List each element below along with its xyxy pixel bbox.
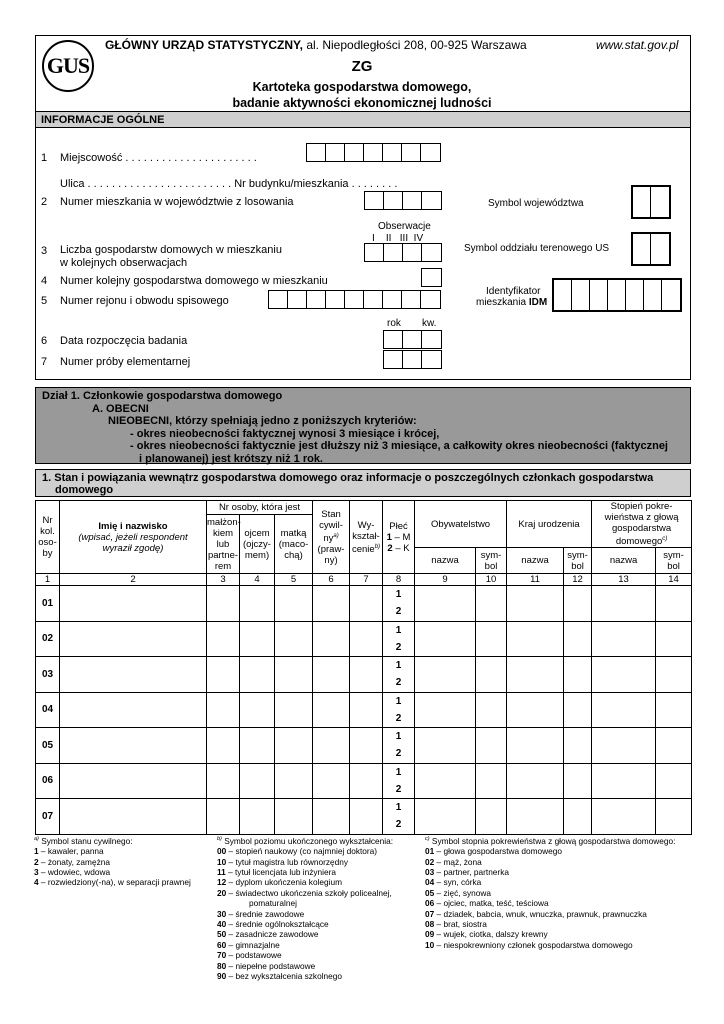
- table-cell[interactable]: [240, 692, 275, 728]
- footnote-item: 11 – tytuł licencjata lub inżyniera: [217, 866, 337, 877]
- members-rows: [36, 586, 692, 835]
- table-cell[interactable]: [207, 728, 240, 764]
- dzial-1-criterion-1: - okres nieobecności faktycznej wynosi 3 miesiące i krócej,: [130, 427, 440, 440]
- sex-cell[interactable]: [383, 586, 415, 622]
- table-cell[interactable]: [564, 621, 592, 657]
- footnote-item: 60 – gimnazjalne: [217, 939, 280, 950]
- liczba-gospodarstw-boxes[interactable]: [364, 243, 442, 262]
- table-cell[interactable]: [415, 586, 476, 622]
- footnote-item: 01 – głowa gospodarstwa domowego: [425, 846, 562, 857]
- table-cell[interactable]: [564, 799, 592, 835]
- symbol-wojewodztwa-label: Symbol województwa: [488, 198, 584, 209]
- label-numer-mieszkania: Numer mieszkania w województwie z losowania: [60, 196, 294, 208]
- table-cell[interactable]: [507, 621, 564, 657]
- th-matka: matką (maco- chą): [275, 515, 313, 574]
- table-row: [36, 799, 692, 835]
- row-number: 07: [36, 799, 60, 835]
- symbol-oddzialu-boxes[interactable]: [631, 232, 671, 266]
- label-ulica: Ulica . . . . . . . . . . . . . . . . . . . . . . . . Nr budynku/mieszkania . . . . . . . .: [60, 178, 398, 190]
- col-number: 13: [592, 574, 656, 586]
- sex-cell[interactable]: [383, 657, 415, 693]
- footnote-item: 2 – żonaty, zamężna: [34, 856, 110, 867]
- footnote-item: 10 – niespokrewniony członek gospodarstwa domowego: [425, 939, 633, 950]
- sex-option-1[interactable]: 1: [395, 624, 402, 636]
- miejscowosc-boxes[interactable]: [306, 143, 441, 162]
- row-num-7: 7: [41, 356, 48, 368]
- table-cell[interactable]: [507, 692, 564, 728]
- sex-cell[interactable]: [383, 692, 415, 728]
- th-malzonkiem: małżon- kiem lub partne- rem: [207, 515, 240, 574]
- table-cell[interactable]: [313, 586, 350, 622]
- table-cell[interactable]: [350, 728, 383, 764]
- row-number: 01: [36, 586, 60, 622]
- table-cell[interactable]: [507, 763, 564, 799]
- col-number: 12: [564, 574, 592, 586]
- th-kraj-symbol: sym- bol: [564, 548, 592, 574]
- symbol-oddzialu-label: Symbol oddziału terenowego US: [464, 243, 610, 254]
- org-header: [105, 38, 527, 52]
- sex-option-1[interactable]: 1: [395, 731, 402, 743]
- table-cell[interactable]: [592, 692, 656, 728]
- th-obyw-symbol: sym- bol: [476, 548, 507, 574]
- table-cell[interactable]: [564, 657, 592, 693]
- data-rozpoczecia-boxes[interactable]: [383, 330, 442, 349]
- table-cell[interactable]: [507, 657, 564, 693]
- sex-option-1[interactable]: 1: [395, 766, 402, 778]
- sex-option-2[interactable]: 2: [395, 606, 402, 618]
- footnote-c: $^{c)}$ Symbol stopnia pokrewieństwa z głową gospodarstwa domowego: 01 – głowa gospodarstwa domowego 02 – mąż, żona 03 – partner, partnerka 04 – syn, córka 05 – zięć, synowa 06 – ojciec, matka, teść, teściowa 07 – dziadek, babcia, wnuk, wnuczka, prawnuk, prawnuczka 08 – brat, siostra 09 – wujek, ciotka, dalszy krewny 10 – niespokrewniony członek gospodarstwa domowego: [425, 835, 676, 950]
- table-cell[interactable]: [476, 657, 507, 693]
- table-cell[interactable]: [60, 586, 207, 622]
- table-cell[interactable]: [415, 692, 476, 728]
- table-cell[interactable]: [350, 763, 383, 799]
- sex-cell[interactable]: [383, 621, 415, 657]
- table-cell[interactable]: [207, 763, 240, 799]
- table-cell[interactable]: [656, 763, 692, 799]
- table-cell[interactable]: [592, 657, 656, 693]
- footnote-b-title: Symbol poziomu ukończonego wykształcenia:: [224, 835, 393, 846]
- dzial-1-box: [35, 387, 691, 464]
- footnote-item: 50 – zasadnicze zawodowe: [217, 929, 319, 940]
- table-cell[interactable]: [656, 621, 692, 657]
- table-cell[interactable]: [313, 799, 350, 835]
- col-number: 9: [415, 574, 476, 586]
- sex-option-1[interactable]: 1: [395, 589, 402, 601]
- row-number: 05: [36, 728, 60, 764]
- footnote-a-title: Symbol stanu cywilnego:: [41, 835, 133, 846]
- sex-option-2[interactable]: 2: [395, 641, 402, 653]
- footnote-item: 05 – zięć, synowa: [425, 887, 491, 898]
- col-number: 4: [240, 574, 275, 586]
- th-stopien-nazwa: nazwa: [592, 548, 656, 574]
- footnote-item: 1 – kawaler, panna: [34, 846, 104, 857]
- row-num-5: 5: [41, 295, 48, 307]
- org-name: GŁÓWNY URZĄD STATYSTYCZNY,: [105, 38, 303, 52]
- footnote-item: 07 – dziadek, babcia, wnuk, wnuczka, prawnuk, prawnuczka: [425, 908, 647, 919]
- table-cell[interactable]: [476, 799, 507, 835]
- col-number: 6: [313, 574, 350, 586]
- col-number: 5: [275, 574, 313, 586]
- table-cell[interactable]: [415, 728, 476, 764]
- table-row: [36, 763, 692, 799]
- kw-label: kw.: [422, 318, 437, 329]
- footnote-item: 00 – stopień naukowy (co najmniej doktora): [217, 846, 378, 857]
- table-cell[interactable]: [415, 657, 476, 693]
- row-num-4: 4: [41, 275, 48, 287]
- col-number: 14: [656, 574, 692, 586]
- sex-option-2[interactable]: 2: [395, 748, 402, 760]
- form-code: ZG: [351, 58, 373, 75]
- sex-cell[interactable]: [383, 799, 415, 835]
- table-cell[interactable]: [60, 657, 207, 693]
- section-1-title-line2: domowego: [55, 484, 114, 496]
- table-cell[interactable]: [476, 728, 507, 764]
- table-cell[interactable]: [656, 586, 692, 622]
- table-cell[interactable]: [207, 621, 240, 657]
- footnote-item: 04 – syn, córka: [425, 877, 482, 888]
- sex-option-2[interactable]: 2: [395, 712, 402, 724]
- footnote-item: 90 – bez wykształcenia szkolnego: [217, 971, 342, 982]
- th-wyksztalcenie: Wy- kształ- cenie$^{b)}$: [350, 501, 383, 574]
- label-miejscowosc: Miejscowość . . . . . . . . . . . . . . . . . . . . . .: [60, 152, 257, 164]
- gus-logo-text: GUS: [46, 53, 90, 78]
- obserwacje-cols: I II III IV: [372, 233, 424, 244]
- col-number: 7: [350, 574, 383, 586]
- table-cell[interactable]: [564, 763, 592, 799]
- footnote-item: 3 – wdowiec, wdowa: [34, 866, 111, 877]
- col-number: 8: [383, 574, 415, 586]
- table-cell[interactable]: [240, 728, 275, 764]
- numer-kolejny-box[interactable]: [421, 268, 442, 287]
- dzial-1-nieobecni: NIEOBECNI, którzy spełniają jedno z poniższych kryteriów:: [108, 415, 417, 427]
- table-cell[interactable]: [240, 799, 275, 835]
- th-nr: Nr kol. oso- by: [36, 501, 60, 574]
- table-cell[interactable]: [656, 692, 692, 728]
- label-data-rozpoczecia: Data rozpoczęcia badania: [60, 335, 188, 347]
- th-stopien: Stopień pokre- wieństwa z głową gospodarstwa domowego$^{c)}$: [592, 501, 692, 548]
- sex-option-2[interactable]: 2: [395, 677, 402, 689]
- sex-option-2[interactable]: 2: [395, 783, 402, 795]
- form-title-1: Kartoteka gospodarstwa domowego,: [252, 80, 472, 94]
- table-cell[interactable]: [592, 728, 656, 764]
- table-cell[interactable]: [507, 728, 564, 764]
- footnote-item: 09 – wujek, ciotka, dalszy krewny: [425, 929, 548, 940]
- footnote-c-title: Symbol stopnia pokrewieństwa z głową gospodarstwa domowego:: [431, 835, 676, 846]
- footnote-item: 30 – średnie zawodowe: [217, 908, 305, 919]
- th-plec: Płeć 1 – M 2 – K: [383, 501, 415, 574]
- th-kraj-urodzenia: Kraj urodzenia: [507, 501, 592, 548]
- table-cell[interactable]: [207, 799, 240, 835]
- col-number: 11: [507, 574, 564, 586]
- table-cell[interactable]: [656, 728, 692, 764]
- footnote-item: 06 – ojciec, matka, teść, teściowa: [425, 898, 549, 909]
- table-cell[interactable]: [476, 763, 507, 799]
- col-number: 10: [476, 574, 507, 586]
- numer-rejonu-boxes[interactable]: [268, 290, 441, 309]
- idm-label-1: Identyfikator: [486, 286, 541, 297]
- label-liczba-gospodarstw-2: w kolejnych obserwacjach: [60, 257, 188, 269]
- footnote-item: 08 – brat, siostra: [425, 919, 487, 930]
- footnote-item: 4 – rozwiedziony(-na), w separacji prawnej: [34, 877, 191, 888]
- row-number: 04: [36, 692, 60, 728]
- table-cell[interactable]: [313, 728, 350, 764]
- table-cell[interactable]: [275, 586, 313, 622]
- table-cell[interactable]: [60, 728, 207, 764]
- section-1-title: [35, 469, 691, 497]
- table-cell[interactable]: [240, 657, 275, 693]
- row-number: 06: [36, 763, 60, 799]
- table-cell[interactable]: [350, 586, 383, 622]
- sex-option-1[interactable]: 1: [395, 695, 402, 707]
- table-cell[interactable]: [313, 657, 350, 693]
- footnote-item: 20 – świadectwo ukończenia szkoły policealnej,: [217, 887, 392, 898]
- table-cell[interactable]: [415, 799, 476, 835]
- th-ojcem: ojcem (ojczy- mem): [240, 515, 275, 574]
- footnote-item: 12 – dyplom ukończenia kolegium: [217, 877, 342, 888]
- label-numer-kolejny: Numer kolejny gospodarstwa domowego w mieszkaniu: [60, 275, 328, 287]
- table-cell[interactable]: [656, 799, 692, 835]
- table-cell[interactable]: [275, 799, 313, 835]
- table-cell[interactable]: [350, 799, 383, 835]
- footnote-item: pomaturalnej: [249, 898, 297, 909]
- row-number: 03: [36, 657, 60, 693]
- numer-mieszkania-boxes[interactable]: [364, 191, 442, 210]
- table-cell[interactable]: [313, 692, 350, 728]
- th-obyw-nazwa: nazwa: [415, 548, 476, 574]
- table-cell[interactable]: [564, 586, 592, 622]
- table-cell[interactable]: [476, 621, 507, 657]
- table-cell[interactable]: [207, 586, 240, 622]
- idm-label-2: [476, 297, 547, 308]
- table-cell[interactable]: [564, 728, 592, 764]
- row-number: 02: [36, 621, 60, 657]
- table-row: [36, 728, 692, 764]
- table-cell[interactable]: [656, 657, 692, 693]
- dzial-1-criterion-2: - okres nieobecności faktycznie jest dłuższy niż 3 miesiące, a całkowity okres nieobecności (faktycznej: [130, 440, 668, 452]
- dzial-1-obecni: A. OBECNI: [92, 402, 149, 415]
- table-cell[interactable]: [275, 621, 313, 657]
- table-cell[interactable]: [564, 692, 592, 728]
- label-numer-rejonu: Numer rejonu i obwodu spisowego: [60, 295, 229, 307]
- row-num-6: 6: [41, 335, 48, 347]
- rok-label: rok: [387, 318, 401, 329]
- form-title-2: badanie aktywności ekonomicznej ludności: [232, 96, 492, 110]
- dzial-1-title: Dział 1. Członkowie gospodarstwa domowego: [42, 390, 283, 402]
- table-row: [36, 692, 692, 728]
- sex-cell[interactable]: [383, 728, 415, 764]
- table-cell[interactable]: [60, 621, 207, 657]
- sex-option-1[interactable]: 1: [395, 660, 402, 672]
- website-link[interactable]: www.stat.gov.pl: [596, 38, 679, 52]
- table-cell[interactable]: [207, 657, 240, 693]
- th-stopien-symbol: sym- bol: [656, 548, 692, 574]
- table-cell[interactable]: [350, 621, 383, 657]
- row-num-1: 1: [41, 152, 48, 164]
- table-cell[interactable]: [240, 621, 275, 657]
- table-cell[interactable]: [275, 692, 313, 728]
- idm-label-text: mieszkania: [476, 297, 529, 308]
- table-cell[interactable]: [592, 621, 656, 657]
- table-cell[interactable]: [507, 799, 564, 835]
- th-nr-osoby: Nr osoby, która jest: [207, 501, 313, 515]
- numer-proby-boxes[interactable]: [383, 350, 442, 369]
- table-cell[interactable]: [476, 586, 507, 622]
- table-cell[interactable]: [240, 586, 275, 622]
- column-numbers-row: [36, 574, 692, 586]
- row-num-3: 3: [41, 245, 48, 257]
- th-stan: Stan cywil- $ny^{a)}$ (praw- ny): [313, 501, 350, 574]
- table-cell[interactable]: [207, 692, 240, 728]
- table-cell[interactable]: [275, 728, 313, 764]
- table-cell[interactable]: [592, 799, 656, 835]
- symbol-wojewodztwa-boxes[interactable]: [631, 185, 671, 219]
- table-cell[interactable]: [60, 692, 207, 728]
- col-number: 3: [207, 574, 240, 586]
- table-cell[interactable]: [60, 799, 207, 835]
- general-info-band: INFORMACJE OGÓLNE: [36, 111, 690, 128]
- table-cell[interactable]: [592, 763, 656, 799]
- idm-label-bold: IDM: [528, 297, 548, 308]
- col-number: 1: [36, 574, 60, 586]
- table-cell[interactable]: [476, 692, 507, 728]
- table-cell[interactable]: [592, 586, 656, 622]
- table-cell[interactable]: [415, 621, 476, 657]
- table-cell[interactable]: [350, 692, 383, 728]
- dzial-1-criterion-3: i planowanej) jest krótszy niż 1 rok.: [139, 452, 323, 465]
- label-liczba-gospodarstw: Liczba gospodarstw domowych w mieszkaniu: [60, 244, 282, 256]
- sex-cell[interactable]: [383, 763, 415, 799]
- table-row: [36, 586, 692, 622]
- section-1-title-line1: 1. Stan i powiązania wewnątrz gospodarstwa domowego oraz informacje o poszczególnych członkach gospodarstwa: [42, 472, 654, 484]
- table-cell[interactable]: [240, 763, 275, 799]
- col-number: 2: [60, 574, 207, 586]
- table-row: [36, 621, 692, 657]
- footnote-item: 70 – podstawowe: [217, 950, 282, 961]
- th-obywatelstwo: Obywatelstwo: [415, 501, 507, 548]
- footnote-item: 03 – partner, partnerka: [425, 866, 509, 877]
- table-cell[interactable]: [275, 763, 313, 799]
- table-cell[interactable]: [275, 657, 313, 693]
- th-name: Imię i nazwisko (wpisać, jeżeli respondent wyraził zgodę): [60, 501, 207, 574]
- footnote-item: 02 – mąż, żona: [425, 856, 482, 867]
- sex-option-1[interactable]: 1: [395, 802, 402, 814]
- footnote-b: $^{b)}$ Symbol poziomu ukończonego wykształcenia: 00 – stopień naukowy (co najmniej doktora) 10 – tytuł magistra lub równorzędny 11 – tytuł licencjata lub inżyniera 12 – dyplom ukończenia kolegium 20 – świadectwo ukończenia szkoły policealnej, pomaturalnej 30 – średnie zawodowe 40 – średnie ogólnokształcące 50 – zasadnicze zawodowe 60 – gimnazjalne 70 – podstawowe 80 – niepełne podstawowe 90 – bez wykształcenia szkolnego: [217, 835, 393, 982]
- footnote-item: 40 – średnie ogólnokształcące: [217, 919, 329, 930]
- row-num-2: 2: [41, 196, 48, 208]
- footnote-a: $^{a)}$ Symbol stanu cywilnego: 1 – kawaler, panna 2 – żonaty, zamężna 3 – wdowiec, wdowa 4 – rozwiedziony(-na), w separacji prawnej: [34, 835, 191, 888]
- idm-boxes[interactable]: [552, 278, 682, 312]
- label-numer-proby: Numer próby elementarnej: [60, 356, 191, 368]
- sex-option-2[interactable]: 2: [395, 819, 402, 831]
- members-table: [35, 500, 692, 835]
- table-row: [36, 657, 692, 693]
- org-address: al. Niepodległości 208, 00-925 Warszawa: [303, 38, 527, 52]
- footnote-item: 80 – niepełne podstawowe: [217, 960, 316, 971]
- table-cell[interactable]: [313, 763, 350, 799]
- table-cell[interactable]: [313, 621, 350, 657]
- table-cell[interactable]: [507, 586, 564, 622]
- footnote-item: 10 – tytuł magistra lub równorzędny: [217, 856, 348, 867]
- th-kraj-nazwa: nazwa: [507, 548, 564, 574]
- obserwacje-label: Obserwacje: [378, 221, 431, 232]
- table-cell[interactable]: [350, 657, 383, 693]
- table-cell[interactable]: [60, 763, 207, 799]
- table-cell[interactable]: [415, 763, 476, 799]
